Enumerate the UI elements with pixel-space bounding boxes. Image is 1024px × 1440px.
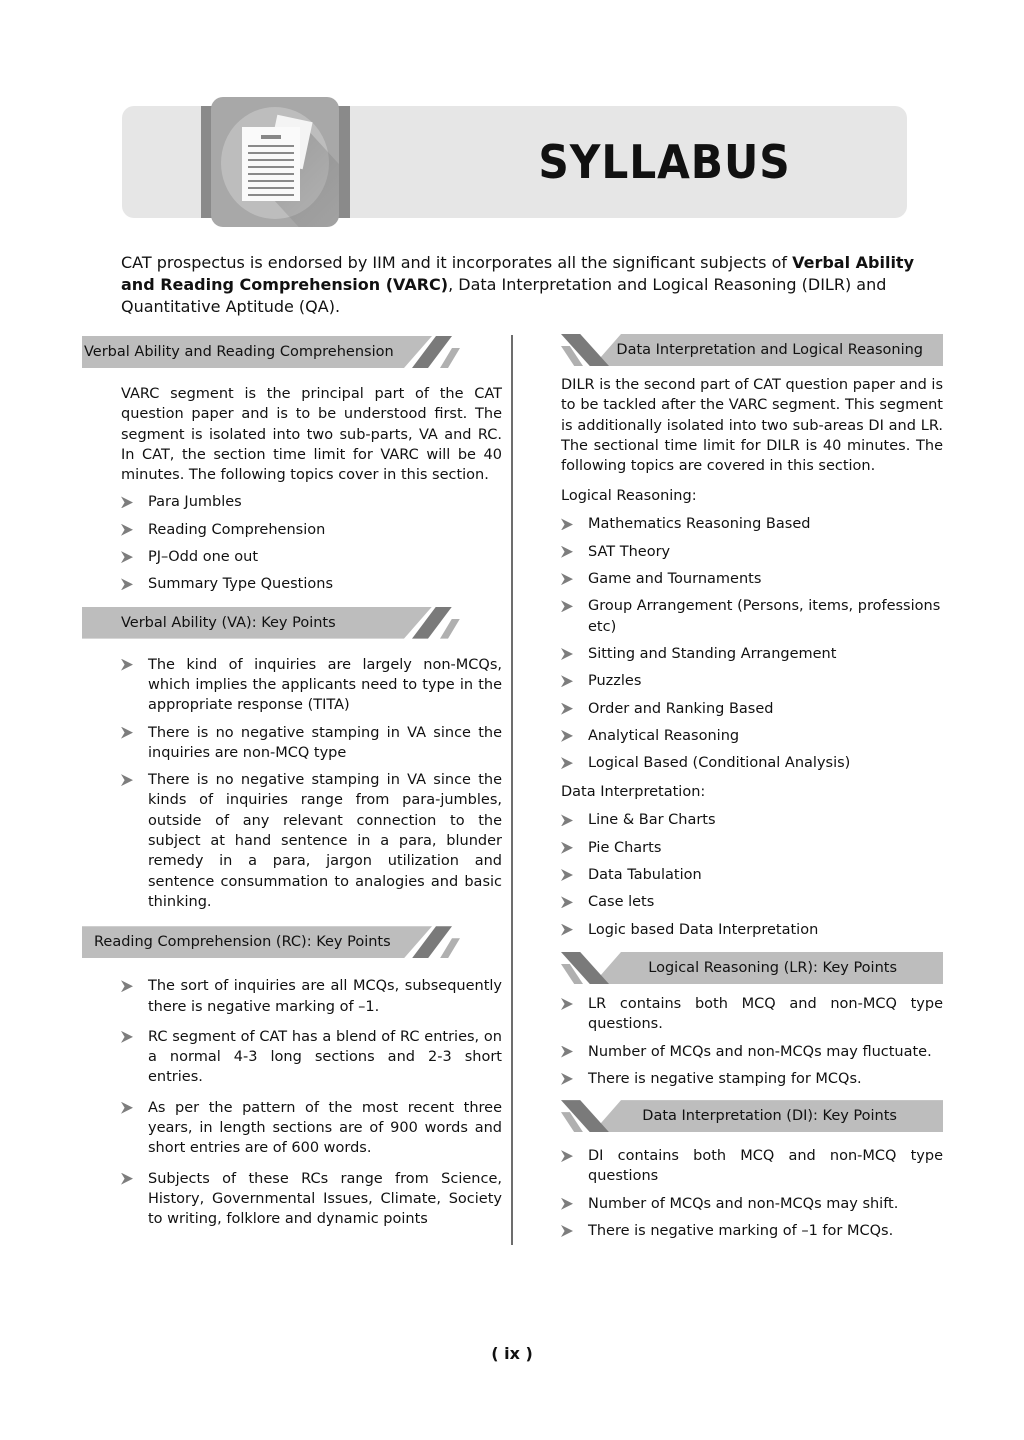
list-item: Game and Tournaments [561,569,943,589]
list-item: As per the pattern of the most recent three years, in length sections are of 900 words and short entries are of 600 words. [121,1098,502,1159]
arrow-bullet-icon [121,980,133,992]
list-item: PJ–Odd one out [121,547,502,567]
arrow-bullet-icon [561,730,573,742]
arrow-bullet-icon [121,774,133,786]
arrow-bullet-icon [561,814,573,826]
intro-paragraph [121,252,921,318]
list-item: Puzzles [561,671,943,691]
arrow-bullet-icon [561,518,573,530]
list-item: LR contains both MCQ and non-MCQ type questions. [561,994,943,1035]
list-item: Line & Bar Charts [561,810,943,830]
arrow-bullet-icon [121,551,133,563]
list-item: Pie Charts [561,838,943,858]
section-heading-label: Data Interpretation and Logical Reasoning [616,342,923,358]
arrow-bullet-icon [121,524,133,536]
list-item: Summary Type Questions [121,574,502,594]
section-heading-label: Reading Comprehension (RC): Key Points [94,934,391,951]
left-column [82,336,512,1230]
arrow-bullet-icon [561,998,573,1010]
list-item: SAT Theory [561,542,943,562]
arrow-bullet-icon [561,1073,573,1085]
arrow-bullet-icon [121,727,133,739]
list-item: Mathematics Reasoning Based [561,514,943,534]
section-heading-dilr [561,334,943,366]
arrow-bullet-icon [561,896,573,908]
list-item: Group Arrangement (Persons, items, professions etc) [561,596,943,637]
list-item: Reading Comprehension [121,520,502,540]
arrow-bullet-icon [561,1225,573,1237]
varc-topic-list [121,492,502,594]
section-heading-varc [82,336,458,368]
arrow-bullet-icon [561,1150,573,1162]
di-points-list [561,1146,943,1241]
section-heading-di [561,1100,943,1132]
document-pages-icon [211,97,339,227]
lr-topic-list [561,514,943,773]
arrow-bullet-icon [561,573,573,585]
list-item: Logic based Data Interpretation [561,920,943,940]
list-item: Para Jumbles [121,492,502,512]
arrow-bullet-icon [561,757,573,769]
intro-text: CAT prospectus is endorsed by IIM and it incorporates all the significant subjects of [121,253,793,272]
di-topic-list [561,810,943,939]
arrow-bullet-icon [561,546,573,558]
arrow-bullet-icon [121,578,133,590]
di-subheading: Data Interpretation: [561,784,706,801]
arrow-bullet-icon [561,600,573,612]
page-title: SYLLABUS [538,135,791,189]
arrow-bullet-icon [561,869,573,881]
arrow-bullet-icon [121,1102,133,1114]
arrow-bullet-icon [121,1031,133,1043]
list-item: There is negative stamping for MCQs. [561,1069,943,1089]
list-item: Case lets [561,892,943,912]
list-item: There is negative marking of –1 for MCQs. [561,1221,943,1241]
lr-points-list [561,994,943,1089]
arrow-bullet-icon [561,842,573,854]
rc-points-list [82,976,512,1229]
section-heading-rc [82,926,458,958]
list-item: The sort of inquiries are all MCQs, subsequently there is negative marking of –1. [121,976,502,1017]
list-item: Subjects of these RCs range from Science, History, Governmental Issues, Climate, Society to writing, folklore and dynamic points [121,1169,502,1230]
section-heading-label: Verbal Ability (VA): Key Points [121,614,336,631]
varc-paragraph: VARC segment is the principal part of the CAT question paper and is to be understood first. The segment is isolated into two sub-parts, VA and RC. In CAT, the section time limit for VARC will be 40 minutes. The following topics cover in this section. [121,386,502,484]
arrow-bullet-icon [561,703,573,715]
section-heading-label: Verbal Ability and Reading Comprehension [84,344,394,360]
list-item: RC segment of CAT has a blend of RC entries, on a normal 4-3 long sections and 2-3 short entries. [121,1027,502,1088]
section-heading-lr [561,952,943,984]
dilr-paragraph: DILR is the second part of CAT question paper and is to be tackled after the VARC segment. This segment is additionally isolated into two sub-areas DI and LR. The sectional time limit for DILR is 40 minutes. The following topics are covered in this section. [561,377,943,475]
page-number: ( ix ) [491,1344,533,1363]
right-column [561,334,943,1241]
section-heading-label: Logical Reasoning (LR): Key Points [648,959,897,976]
section-heading-label: Data Interpretation (DI): Key Points [642,1108,897,1125]
arrow-bullet-icon [561,1046,573,1058]
list-item: Number of MCQs and non-MCQs may shift. [561,1194,943,1214]
list-item: Order and Ranking Based [561,699,943,719]
list-item: There is no negative stamping in VA since the inquiries are non-MCQ type [121,723,502,764]
list-item: DI contains both MCQ and non-MCQ type questions [561,1146,943,1187]
intro-text-end: , Data Interpretation and Logical Reasoning (DILR) and Quantitative Aptitude (QA). [121,275,887,316]
va-points-list [82,655,512,913]
list-item: Sitting and Standing Arrangement [561,644,943,664]
list-item: The kind of inquiries are largely non-MCQs, which implies the applicants need to type in the appropriate response (TITA) [121,655,502,716]
lr-subheading: Logical Reasoning: [561,488,697,505]
arrow-bullet-icon [121,659,133,671]
list-item: There is no negative stamping in VA since the kinds of inquiries range from para-jumbles, outside of any relevant connection to the subject at hand sentence in a para, blunder remedy in a para, jargon utilization and sentence consummation to analogies and basic thinking. [121,770,502,912]
section-heading-va [82,607,458,639]
list-item: Logical Based (Conditional Analysis) [561,753,943,773]
arrow-bullet-icon [561,675,573,687]
arrow-bullet-icon [121,1173,133,1185]
arrow-bullet-icon [561,924,573,936]
icon-frame-right [338,106,350,218]
list-item: Number of MCQs and non-MCQs may fluctuate. [561,1042,943,1062]
list-item: Data Tabulation [561,865,943,885]
arrow-bullet-icon [121,496,133,508]
arrow-bullet-icon [561,648,573,660]
intro-bold-text: Verbal Ability and Reading Comprehension (VARC) [121,253,914,294]
list-item: Analytical Reasoning [561,726,943,746]
arrow-bullet-icon [561,1198,573,1210]
